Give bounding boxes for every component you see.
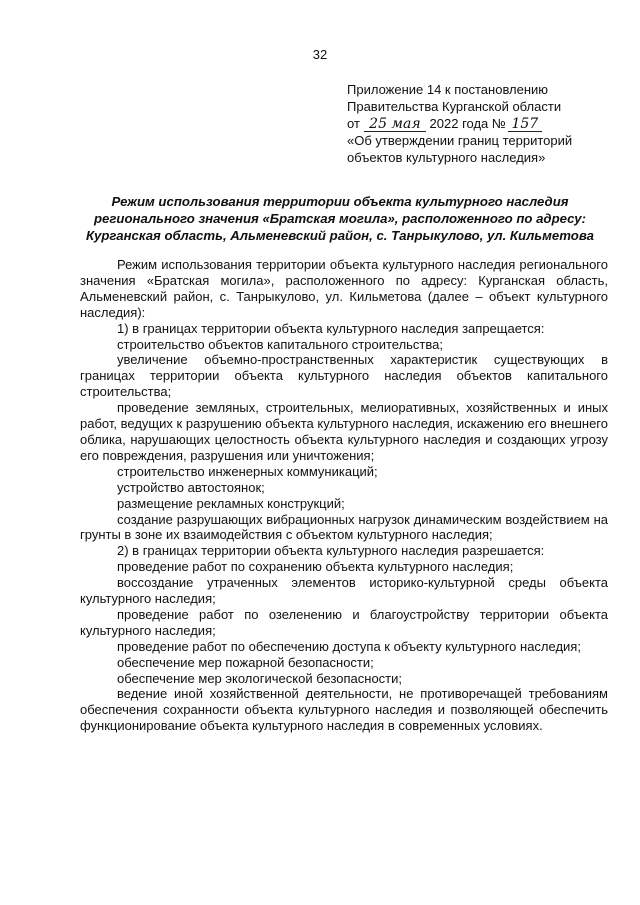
body-paragraph: создание разрушающих вибрационных нагрузок динамическим воздействием на грунты в зоне их взаимодействия с объектом культурного наследия; — [80, 511, 608, 543]
date-year: 2022 года — [429, 116, 489, 131]
body-paragraph: обеспечение мер пожарной безопасности; — [117, 654, 374, 670]
appendix-subject-2: объектов культурного наследия» — [347, 150, 546, 165]
body-paragraph: увеличение объемно-пространственных характеристик существующих в границах территории объекта культурного наследия объектов капитального строительства; — [80, 352, 608, 400]
body-paragraph: строительство инженерных коммуникаций; — [117, 463, 378, 479]
appendix-date-line — [347, 115, 632, 132]
handwritten-date: 25 мая — [364, 117, 426, 132]
body-paragraph: Режим использования территории объекта культурного наследия регионального значения «Братская могила», расположенного по адресу: Курганская область, Альменевский район, с. Танрыкулово, ул. Кильметова (далее – объект культурного наследия): — [80, 257, 608, 320]
document-body — [80, 257, 608, 734]
body-paragraph: проведение работ по сохранению объекта культурного наследия; — [117, 559, 514, 575]
body-paragraph: проведение работ по обеспечению доступа к объекту культурного наследия; — [117, 638, 581, 654]
body-paragraph: строительство объектов капитального строительства; — [117, 336, 443, 352]
appendix-subject-1: «Об утверждении границ территорий — [347, 133, 573, 148]
handwritten-number: 157 — [508, 117, 542, 132]
number-prefix: № — [491, 116, 506, 131]
title-line-3: Курганская область, Альменевский район, с. Танрыкулово, ул. Кильметова — [86, 228, 594, 243]
appendix-line-2: Правительства Курганской области — [347, 99, 562, 114]
date-prefix: от — [347, 116, 360, 131]
title-line-1: Режим использования территории объекта культурного наследия — [111, 194, 569, 209]
body-paragraph: воссоздание утраченных элементов историко-культурной среды объекта культурного наследия; — [80, 575, 608, 607]
title-line-2: регионального значения «Братская могила», расположенного по адресу: — [93, 211, 587, 226]
body-paragraph: размещение рекламных конструкций; — [117, 495, 345, 511]
body-paragraph: проведение работ по озеленению и благоустройству территории объекта культурного наследия; — [80, 606, 608, 638]
appendix-header — [347, 81, 632, 166]
body-paragraph: 2) в границах территории объекта культурного наследия разрешается: — [117, 543, 545, 559]
page-number: 32 — [312, 47, 328, 62]
body-paragraph: 1) в границах территории объекта культурного наследия запрещается: — [117, 320, 545, 336]
body-paragraph: обеспечение мер экологической безопасности; — [117, 670, 403, 686]
document-title — [70, 193, 610, 244]
body-paragraph: проведение земляных, строительных, мелиоративных, хозяйственных и иных работ, ведущих к разрушению объекта культурного наследия, искажению его внешнего облика, нарушающих целостность объекта культурного наследия и создающих угрозу его повреждения, разрушения или уничтожения; — [80, 400, 608, 463]
appendix-line-1: Приложение 14 к постановлению — [347, 82, 549, 97]
body-paragraph: устройство автостоянок; — [117, 479, 265, 495]
body-paragraph: ведение иной хозяйственной деятельности, не противоречащей требованиям обеспечения сохранности объекта культурного наследия и позволяющей обеспечить функционирование объекта культурного наследия в современных условиях. — [80, 686, 608, 734]
